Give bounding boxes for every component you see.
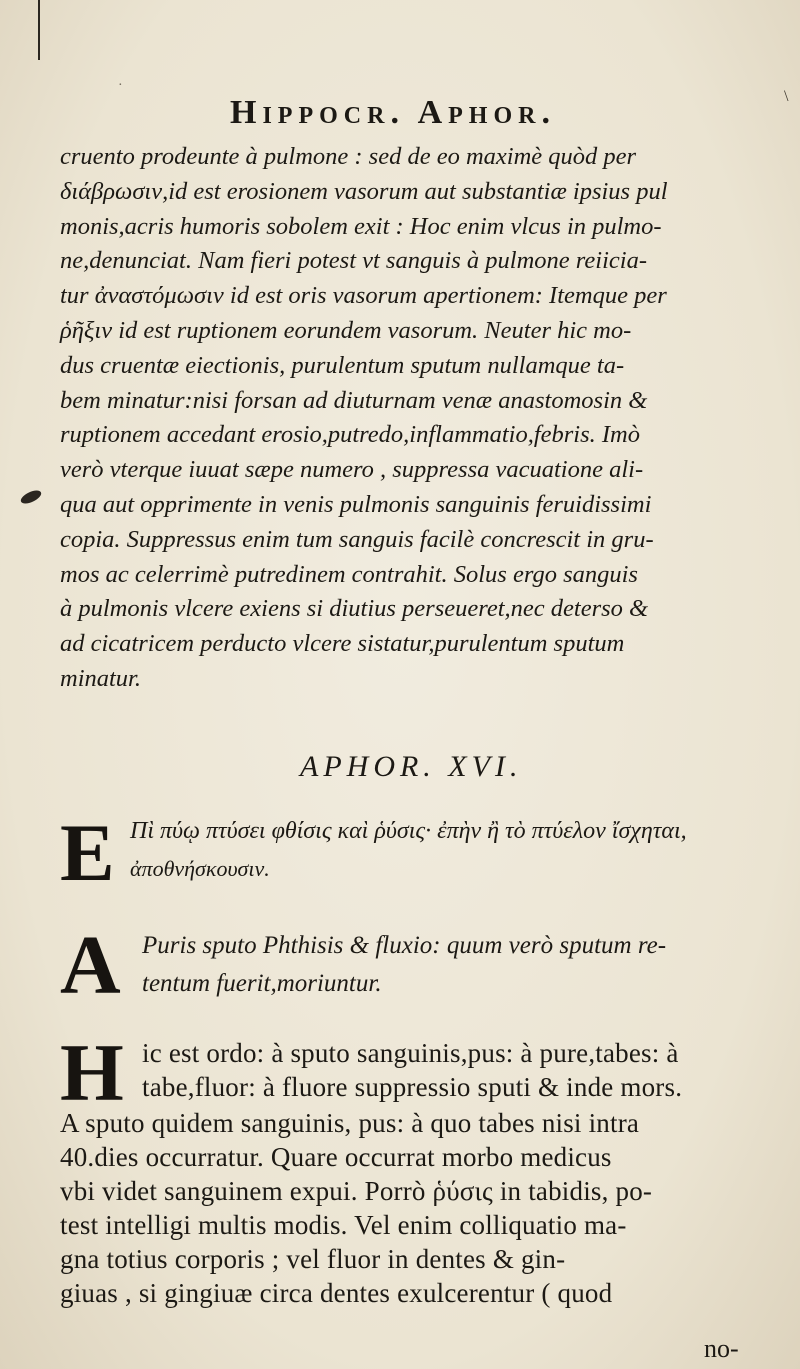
text-line: ῥῆξιν id est ruptionem eorundem vasorum. Neuter hic mo- — [60, 316, 632, 344]
latin-line: tentum fuerit,moriuntur. — [142, 970, 382, 997]
text-line: vbi videt sanguinem expui. Porrò ῥύσις in tabidis, po- — [60, 1176, 653, 1206]
edge-mark: \ — [784, 88, 789, 105]
text-line: verò vterque iuuat sæpe numero , suppressa vacuatione ali- — [60, 456, 644, 484]
ink-smudge — [19, 488, 43, 506]
running-head: Hippocr. Aphor. — [230, 94, 556, 131]
greek-aphorism — [60, 807, 780, 898]
greek-line: Πὶ πύῳ πτύσει φθίσις καὶ ῥύσις· ἐπὴν ἢ τὸ πτύελον ἴσχηται, — [130, 818, 687, 844]
text-line: tabe,fluor: à fluore suppressio sputi & inde mors. — [142, 1072, 683, 1102]
text-line: cruento prodeunte à pulmone : sed de eo maximè quòd per — [60, 143, 637, 170]
text-line: ne,denunciat. Nam fieri potest vt sanguis à pulmone reiicia- — [60, 247, 648, 275]
text-line: giuas , si gingiuæ circa dentes exulcerentur ( quod — [60, 1278, 613, 1308]
latin-line: Puris sputo Phthisis & fluxio: quum verò sputum re- — [142, 932, 667, 959]
drop-initial: E — [60, 807, 115, 898]
text-line: διάβρωσιν,id est erosionem vasorum aut substantiæ ipsius pul — [60, 177, 668, 205]
text-line: ruptionem accedant erosio,putredo,inflammatio,febris. Imò — [60, 421, 640, 449]
text-line: dus cruentæ eiectionis, purulentum sputum nullamque ta- — [60, 351, 625, 379]
catchword: no- — [704, 1334, 739, 1363]
text-line: bem minatur:nisi forsan ad diuturnam venæ anastomosin & — [60, 386, 648, 414]
latin-aphorism — [60, 919, 780, 1012]
text-line: ad cicatricem perducto vlcere sistatur,purulentum sputum — [60, 630, 625, 658]
text-line: qua aut opprimente in venis pulmonis sanguinis feruidissimi — [60, 490, 652, 518]
margin-dot: · — [118, 78, 123, 93]
text-line: 40.dies occurratur. Quare occurrat morbo medicus — [60, 1142, 612, 1172]
text-line: à pulmonis vlcere exiens si diutius perseueret,nec deterso & — [60, 595, 649, 623]
drop-initial: H — [60, 1027, 124, 1118]
text-line: gna totius corporis ; vel fluor in dentes & gin- — [60, 1244, 566, 1274]
commentary-italic — [60, 140, 778, 697]
text-line: monis,acris humoris sobolem exit : Hoc enim vlcus in pulmo- — [60, 212, 662, 240]
margin-rule — [38, 0, 40, 60]
drop-initial: A — [60, 919, 121, 1012]
text-line: mos ac celerrimè putredinem contrahit. Solus ergo sanguis — [60, 560, 638, 588]
greek-line: ἀποθνήσκουσιν. — [130, 856, 270, 881]
text-line: ic est ordo: à sputo sanguinis,pus: à pure,tabes: à — [142, 1038, 679, 1068]
text-line: tur ἀναστόμωσιν id est oris vasorum apertionem: Itemque per — [60, 282, 667, 310]
text-line: A sputo quidem sanguinis, pus: à quo tabes nisi intra — [60, 1108, 640, 1138]
section-title: APHOR. XVI. — [300, 750, 523, 783]
text-line: copia. Suppressus enim tum sanguis facilè concrescit in gru- — [60, 525, 654, 553]
commentary-roman — [60, 1027, 760, 1334]
text-line: minatur. — [60, 664, 142, 692]
text-line: test intelligi multis modis. Vel enim colliquatio ma- — [60, 1210, 627, 1240]
